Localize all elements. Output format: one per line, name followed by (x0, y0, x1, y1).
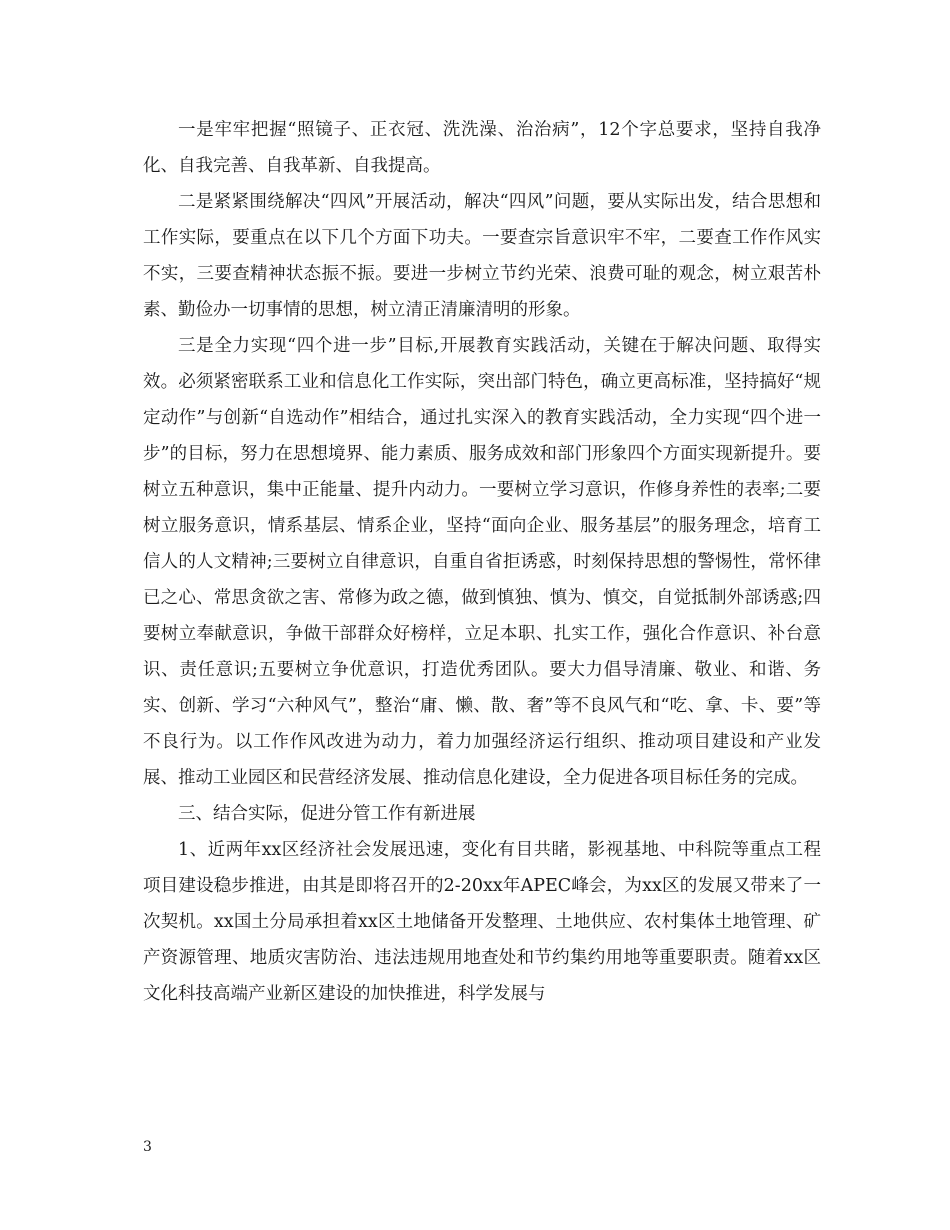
document-body (143, 112, 821, 1012)
page-number: 3 (143, 1139, 152, 1155)
section-heading-practice: 三、结合实际，促进分管工作有新进展 (178, 804, 476, 824)
paragraph-four-winds-requirement: 一是牢牢把握“照镜子、正衣冠、洗洗澡、治治病”，12个字总要求，坚持自我净化、自我完善、自我革新、自我提高。 (143, 120, 821, 176)
paragraph-four-winds-activity: 二是紧紧围绕解决“四风”开展活动，解决“四风”问题，要从实际出发，结合思想和工作实际，要重点在以下几个方面下功夫。一要查宗旨意识牢不牢，二要查工作作风实不实，三要查精神状态振不振。要进一步树立节约光荣、浪费可耻的观念，树立艰苦朴素、勤俭办一切事情的思想，树立清正清廉清明的形象。 (143, 192, 821, 320)
paragraph-four-progress-goals: 三是全力实现“四个进一步”目标,开展教育实践活动，关键在于解决问题、取得实效。必须紧密联系工业和信息化工作实际，突出部门特色，确立更高标准，坚持搞好“规定动作”与创新“自选动作”相结合，通过扎实深入的教育实践活动，全力实现“四个进一步”的目标，努力在思想境界、能力素质、服务成效和部门形象四个方面实现新提升。要树立五种意识，集中正能量、提升内动力。一要树立学习意识，作修身养性的表率;二要树立服务意识，情系基层、情系企业，坚持“面向企业、服务基层”的服务理念，培育工信人的人文精神;三要树立自律意识，自重自省拒诱惑，时刻保持思想的警惕性，常怀律已之心、常思贪欲之害、常修为政之德，做到慎独、慎为、慎交，自觉抵制外部诱惑;四要树立奉献意识，争做干部群众好榜样，立足本职、扎实工作，强化合作意识、补台意识、责任意识;五要树立争优意识，打造优秀团队。要大力倡导清廉、敬业、和谐、务实、创新、学习“六种风气”，整治“庸、懒、散、奢”等不良风气和“吃、拿、卡、要”等不良行为。以工作作风改进为动力，着力加强经济运行组织、推动项目建设和产业发展、推动工业园区和民营经济发展、推动信息化建设，全力促进各项目标任务的完成。 (143, 336, 821, 788)
paragraph-district-development: 1、近两年xx区经济社会发展迅速，变化有目共睹，影视基地、中科院等重点工程项目建设稳步推进，由其是即将召开的2-20xx年APEC峰会，为xx区的发展又带来了一次契机。xx国土分局承担着xx区土地储备开发整理、土地供应、农村集体土地管理、矿产资源管理、地质灾害防治、违法违规用地查处和节约集约用地等重要职责。随着xx区文化科技高端产业新区建设的加快推进，科学发展与 (143, 840, 821, 1004)
